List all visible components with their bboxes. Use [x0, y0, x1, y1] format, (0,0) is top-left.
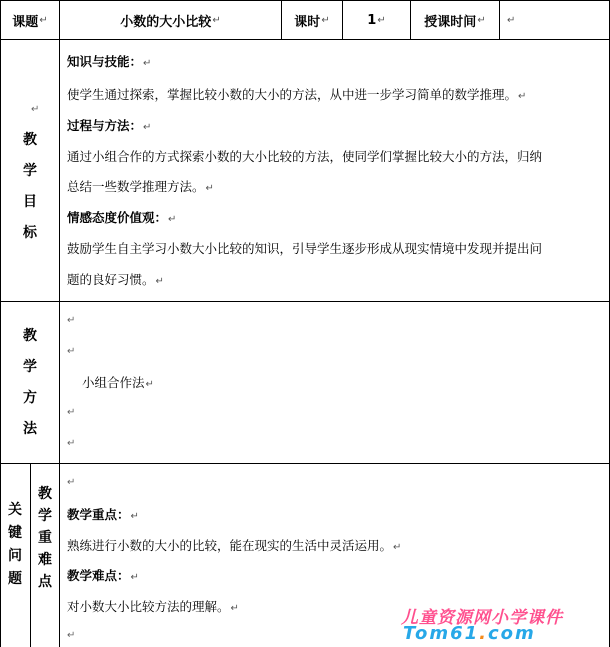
watermark-site-name: 儿童资源网小学课件: [401, 608, 563, 628]
rule-label-column: [59, 0, 60, 647]
paragraph-mark: ↵: [212, 14, 221, 26]
difficulty-text: 对小数大小比较方法的理解。↵: [67, 599, 239, 614]
paragraph-mark: ↵: [321, 14, 330, 26]
subject-label-cell: [1, 1, 59, 39]
rule-methods: [0, 463, 610, 464]
border-left: [0, 0, 1, 647]
label-character: 学: [23, 163, 37, 179]
period-value: 1: [367, 12, 377, 28]
paragraph-mark: ↵: [477, 14, 486, 26]
objectives-line-attitude-2: 题的良好习惯。↵: [67, 272, 164, 287]
objectives-line-process-2: 总结一些数学推理方法。↵: [67, 179, 214, 194]
label-character: 点: [38, 574, 52, 590]
objectives-label: [20, 133, 40, 257]
label-character: 法: [23, 421, 37, 437]
site-watermark: [401, 603, 606, 645]
label-character: 题: [8, 571, 22, 587]
objectives-heading-process: 过程与方法：↵: [67, 118, 152, 133]
subject-value-cell: [60, 1, 281, 39]
label-character: 方: [23, 390, 37, 406]
subject-label: 课题: [12, 14, 39, 30]
methods-label: [20, 329, 40, 453]
label-character: 难: [38, 552, 52, 568]
label-character: 关: [8, 502, 22, 518]
label-character: 问: [8, 548, 22, 564]
objectives-heading-attitude: 情感态度价值观：↵: [67, 210, 177, 225]
rule-header: [0, 39, 610, 40]
time-value-cell: [500, 1, 609, 39]
label-character: 标: [23, 225, 37, 241]
objectives-line-attitude-1: 鼓励学生自主学习小数大小比较的知识，引导学生逐步形成从现实情境中发现并提出问: [67, 241, 543, 256]
focus-text: 熟练进行小数的大小的比较，能在现实的生活中灵活运用。↵: [67, 538, 402, 553]
period-value-cell: [343, 1, 410, 39]
label-character: 重: [38, 530, 52, 546]
period-label: 课时: [294, 14, 321, 30]
objectives-line-knowledge: 使学生通过探索，掌握比较小数的大小的方法，从中进一步学习简单的数学推理。↵: [67, 87, 527, 102]
subject-value: 小数的大小比较: [120, 14, 212, 30]
paragraph-mark: ↵: [67, 477, 76, 488]
focus-heading: 教学重点：↵: [67, 507, 139, 522]
key-issues-label: [5, 503, 25, 595]
paragraph-mark: ↵: [67, 315, 76, 326]
key-difficulties-label: [35, 487, 55, 597]
paragraph-mark: ↵: [507, 14, 516, 26]
time-label: 授课时间: [424, 14, 477, 30]
paragraph-mark: ↵: [377, 14, 386, 26]
label-character: 学: [23, 359, 37, 375]
watermark-domain: Tom61.com: [403, 623, 536, 644]
label-character: 教: [23, 328, 37, 344]
rule-objectives: [0, 301, 610, 302]
methods-content: 小组合作法↵: [82, 375, 154, 390]
paragraph-mark: ↵: [67, 346, 76, 357]
paragraph-mark: ↵: [67, 407, 76, 418]
paragraph-mark: ↵: [39, 14, 48, 26]
period-label-cell: [282, 1, 342, 39]
time-label-cell: [411, 1, 499, 39]
label-character: 教: [38, 486, 52, 502]
label-character: 目: [23, 194, 37, 210]
paragraph-mark: ↵: [67, 438, 76, 449]
paragraph-mark: ↵: [31, 104, 40, 115]
objectives-line-process-1: 通过小组合作的方式探索小数的大小比较的方法，使同学们掌握比较大小的方法，归纳: [67, 149, 543, 164]
rule-keypoint-split: [30, 463, 31, 647]
objectives-heading-knowledge: 知识与技能：↵: [67, 54, 152, 69]
label-character: 学: [38, 508, 52, 524]
paragraph-mark: ↵: [67, 630, 76, 641]
difficulty-heading: 教学难点：↵: [67, 568, 139, 583]
label-character: 键: [8, 525, 22, 541]
label-character: 教: [23, 132, 37, 148]
